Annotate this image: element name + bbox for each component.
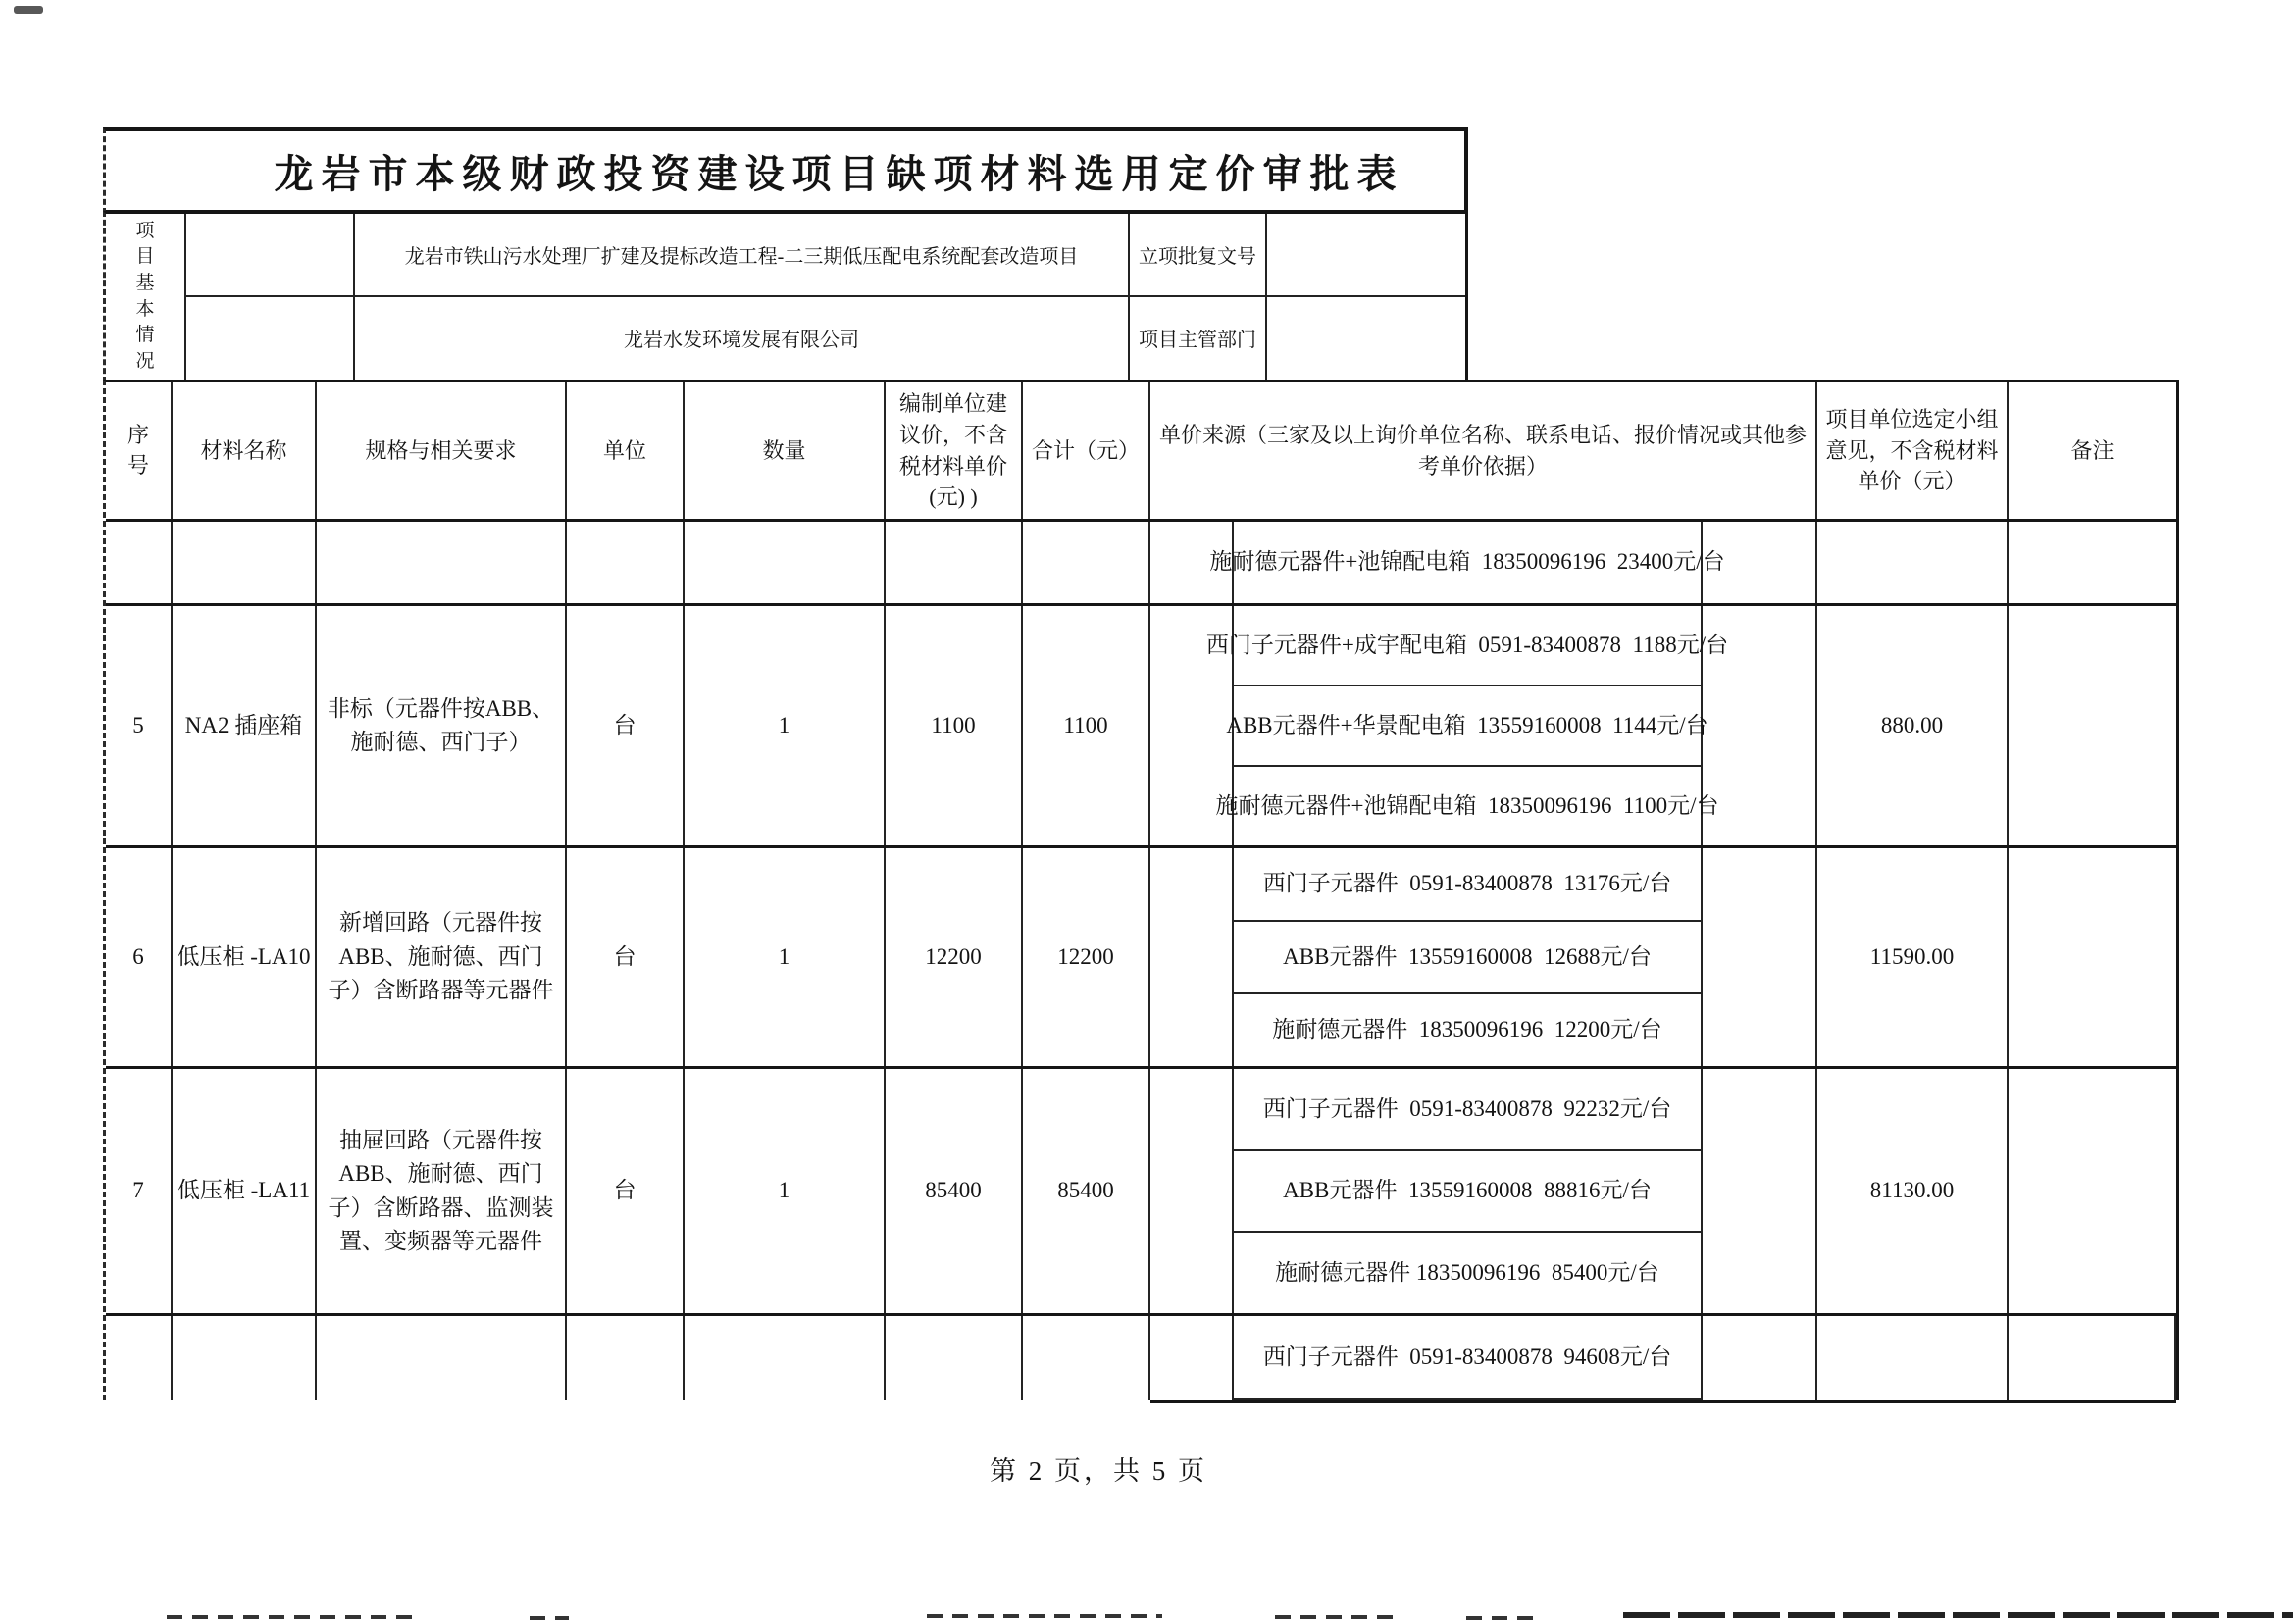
cell-draft-price: 85400 xyxy=(886,1069,1023,1313)
table-header-row xyxy=(106,382,2176,522)
table-row-6 xyxy=(106,848,2176,1069)
quote-line: 施耐德元器件+池锦配电箱 18350096196 23400元/台 xyxy=(1232,522,1703,603)
col-header-selected-price: 项目单位选定小组意见，不含税材料单价（元） xyxy=(1817,382,2009,519)
cell-spec xyxy=(317,522,567,603)
cell-no: 7 xyxy=(106,1069,173,1313)
quote-line: ABB元器件 13559160008 88816元/台 xyxy=(1232,1151,1703,1234)
scan-artifact xyxy=(1623,1612,2293,1618)
quote-line: 西门子元器件+成宇配电箱 0591-83400878 1188元/台 xyxy=(1232,606,1703,686)
col-header-material-name: 材料名称 xyxy=(173,382,317,519)
dept-label: 项目主管部门 xyxy=(1139,330,1256,352)
quote-line: 施耐德元器件 18350096196 85400元/台 xyxy=(1232,1233,1703,1313)
cell-selected-price xyxy=(1817,1316,2009,1400)
scan-artifact xyxy=(1275,1615,1402,1619)
project-name-cell xyxy=(355,214,1130,297)
scan-artifact xyxy=(14,6,43,14)
quote-line: ABB元器件 13559160008 12688元/台 xyxy=(1232,922,1703,995)
cell-selected-price: 880.00 xyxy=(1817,606,2009,845)
table-cut-edge-line xyxy=(1150,1400,2176,1403)
cell-no xyxy=(106,522,173,603)
cell-total xyxy=(1023,1316,1150,1400)
cell-unit: 台 xyxy=(567,1069,685,1313)
scan-artifact xyxy=(167,1615,422,1619)
scan-artifact xyxy=(1466,1616,1535,1620)
table-row-7 xyxy=(106,1069,2176,1316)
cell-selected-price: 11590.00 xyxy=(1817,848,2009,1066)
cell-selected-price: 81130.00 xyxy=(1817,1069,2009,1313)
cell-qty: 1 xyxy=(685,606,886,845)
approval-doc-label-cell xyxy=(1130,214,1267,297)
page-title: 龙岩市本级财政投资建设项目缺项材料选用定价审批表 xyxy=(274,151,1404,196)
cell-material-name: 低压柜 -LA10 xyxy=(173,848,317,1066)
page-number-footer: 第 2 页，共 5 页 xyxy=(990,1456,1207,1486)
dept-label-cell xyxy=(1130,297,1267,381)
owner-company: 龙岩水发环境发展有限公司 xyxy=(624,330,859,352)
table-row-partial-top xyxy=(106,522,2176,606)
quote-line: ABB元器件+华景配电箱 13559160008 1144元/台 xyxy=(1232,686,1703,767)
info-subcol-empty-bottom xyxy=(186,297,355,381)
col-header-qty: 数量 xyxy=(685,382,886,519)
col-header-price-source: 单价来源（三家及以上询价单位名称、联系电话、报价情况或其他参考单价依据） xyxy=(1150,382,1817,519)
cell-material-name: NA2 插座箱 xyxy=(173,606,317,845)
cell-draft-price xyxy=(886,1316,1023,1400)
owner-company-cell xyxy=(355,297,1130,381)
cell-qty: 1 xyxy=(685,848,886,1066)
cell-remark xyxy=(2009,606,2176,845)
cell-remark xyxy=(2009,1069,2176,1313)
cell-material-name xyxy=(173,522,317,603)
col-header-remark: 备注 xyxy=(2070,437,2115,463)
cell-unit xyxy=(567,522,685,603)
project-info-block xyxy=(103,211,1468,382)
cell-total: 12200 xyxy=(1023,848,1150,1066)
cell-selected-price xyxy=(1817,522,2009,603)
cell-spec: 新增回路（元器件按ABB、施耐德、西门子）含断路器等元器件 xyxy=(317,848,567,1066)
cell-draft-price: 12200 xyxy=(886,848,1023,1066)
title-box xyxy=(103,127,1468,214)
cell-spec: 非标（元器件按ABB、施耐德、西门子） xyxy=(317,606,567,845)
cell-qty xyxy=(685,1316,886,1400)
cell-quotes xyxy=(1150,1069,1817,1313)
cell-quotes xyxy=(1150,848,1817,1066)
project-info-section-label: 项目基本情况 xyxy=(106,214,186,380)
cell-total xyxy=(1023,522,1150,603)
cell-quotes xyxy=(1150,522,1817,603)
col-header-draft-price: 编制单位建议价，不含税材料单价(元) ) xyxy=(886,382,1023,519)
quote-line: 施耐德元器件 18350096196 12200元/台 xyxy=(1232,994,1703,1066)
cell-no: 6 xyxy=(106,848,173,1066)
col-header-unit: 单位 xyxy=(567,382,685,519)
col-header-spec: 规格与相关要求 xyxy=(317,382,567,519)
cell-unit xyxy=(567,1316,685,1400)
cell-total: 85400 xyxy=(1023,1069,1150,1313)
scan-artifact xyxy=(927,1614,1162,1618)
approval-doc-label: 立项批复文号 xyxy=(1139,245,1256,268)
cell-no: 5 xyxy=(106,606,173,845)
cell-no xyxy=(106,1316,173,1400)
cell-spec xyxy=(317,1316,567,1400)
cell-remark xyxy=(2009,1316,2176,1400)
table-row-5 xyxy=(106,606,2176,848)
cell-spec: 抽屉回路（元器件按ABB、施耐德、西门子）含断路器、监测装置、变频器等元器件 xyxy=(317,1069,567,1313)
quote-line: 施耐德元器件+池锦配电箱 18350096196 1100元/台 xyxy=(1232,767,1703,845)
quote-line: 西门子元器件 0591-83400878 13176元/台 xyxy=(1232,848,1703,922)
approval-doc-value-cell xyxy=(1267,214,1465,297)
col-header-total: 合计（元） xyxy=(1023,382,1150,519)
cell-quotes xyxy=(1150,606,1817,845)
scan-artifact xyxy=(530,1616,569,1620)
materials-pricing-table xyxy=(103,380,2179,1400)
cell-remark xyxy=(2009,522,2176,603)
cell-total: 1100 xyxy=(1023,606,1150,845)
col-header-no: 序号 xyxy=(106,382,173,519)
cell-unit: 台 xyxy=(567,606,685,845)
dept-value-cell xyxy=(1267,297,1465,381)
cell-unit: 台 xyxy=(567,848,685,1066)
info-subcol-empty-top xyxy=(186,214,355,297)
cell-remark xyxy=(2009,848,2176,1066)
cell-qty: 1 xyxy=(685,1069,886,1313)
cell-material-name xyxy=(173,1316,317,1400)
cell-material-name: 低压柜 -LA11 xyxy=(173,1069,317,1313)
table-row-partial-bottom xyxy=(106,1316,2176,1400)
project-name: 龙岩市铁山污水处理厂扩建及提标改造工程-二三期低压配电系统配套改造项目 xyxy=(404,245,1079,268)
cell-quotes xyxy=(1150,1316,1817,1400)
quote-line: 西门子元器件 0591-83400878 92232元/台 xyxy=(1232,1069,1703,1151)
quote-line: 西门子元器件 0591-83400878 94608元/台 xyxy=(1232,1316,1703,1400)
cell-draft-price: 1100 xyxy=(886,606,1023,845)
cell-draft-price xyxy=(886,522,1023,603)
cell-qty xyxy=(685,522,886,603)
